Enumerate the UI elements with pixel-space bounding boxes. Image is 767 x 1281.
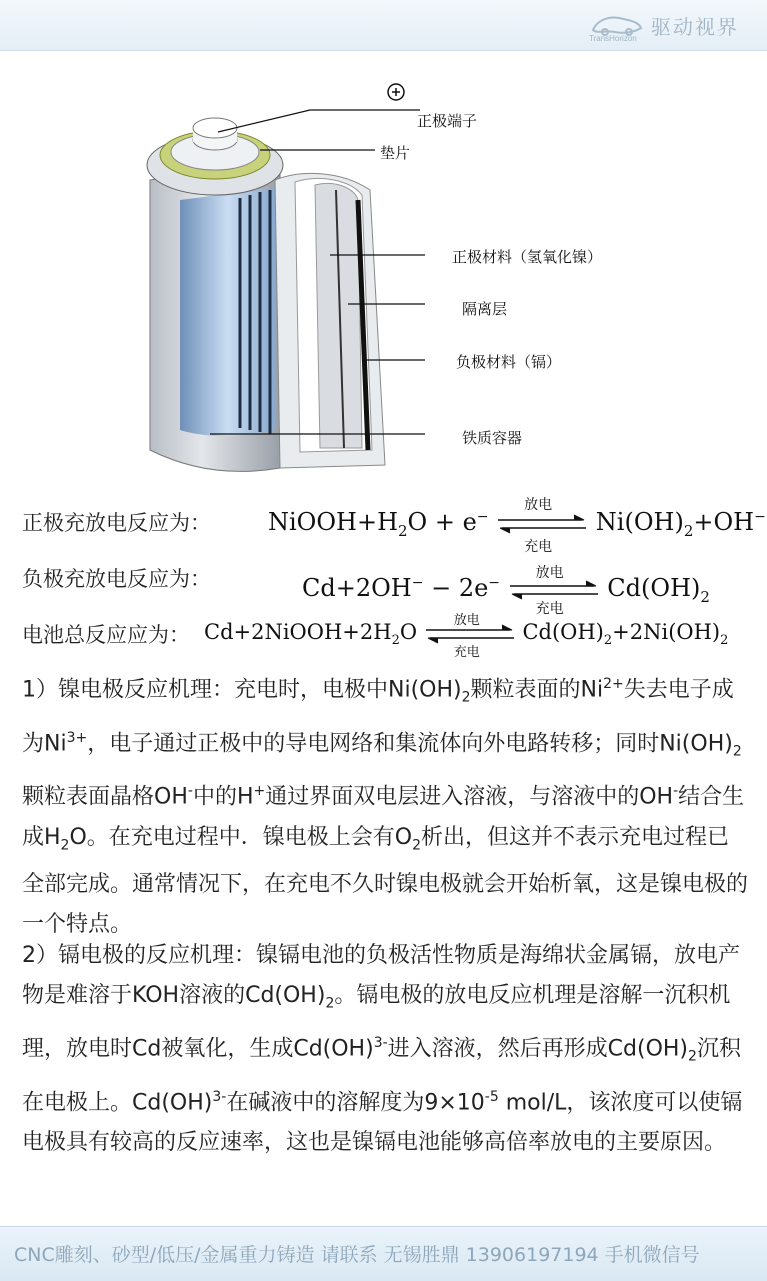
label-negative-material: 负极材料（镉） [456,353,562,371]
paragraph-nickel-electrode: 1）镍电极反应机理：充电时，电极中$Ni(OH)_2$颗粒表面的$Ni^{2+}$失去电子成为$Ni^{3+}$，电子通过正极中的导电网络和集流体向外电路转移；同时$Ni(OH)_2$颗粒表面晶格OH-中的H+通过界面双电层进入溶液，与溶液中的OH-结合生成$H_2O$。在充电过程中．镍电极上会有$O_2$析出，但这并不表示充电过程已全部完成。通常情况下，在充电不久时镍电极就会开始析氧，这是镍电极的一个特点。 [22,676,749,938]
negative-reaction-equation: Cd+2OH− − 2e− 放电 充电 $Cd(OH)_2$ [302,564,710,617]
label-positive-material: 正极材料（氢氧化镍） [452,248,603,266]
negative-reaction-title: 负极充放电反应为： [22,567,211,591]
header-bar [0,0,767,51]
total-reaction-title: 电池总反应应为： [22,623,190,647]
label-positive-terminal: 正极端子 [417,112,478,130]
label-separator: 隔离层 [462,300,508,318]
label-steel-can: 铁质容器 [462,429,523,447]
brand-name: 驱动视界 [651,14,739,39]
reversible-arrow-icon: 放电 充电 [508,576,600,604]
total-reaction-equation: $Cd+2NiOOH+2H_2O$ 放电 充电 $Cd(OH)_2+2Ni(OH)_2$ [204,612,729,660]
positive-reaction-title: 正极充放电反应为： [22,511,211,535]
battery-cutaway-diagram [100,70,660,480]
positive-reaction-equation: $NiOOH+H_2O + e^-$ 放电 充电 $Ni(OH)_2+OH^-$ [268,496,766,555]
footer-bar [0,1226,767,1281]
brand-logo [589,8,739,42]
paragraph-cadmium-electrode: 2）镉电极的反应机理：镍镉电池的负极活性物质是海绵状金属镉，放电产物是难溶于KOH溶液的$Cd(OH)_2$。镉电极的放电反应机理是溶解一沉积机理，放电时Cd被氧化，生成Cd(OH)$^{3-}$进入溶液，然后再形成$Cd(OH)_2$沉积在电极上。Cd(OH)$^{3-}$在碱液中的溶解度为$9\times 10^{-5}$ mol/L，该浓度可以使镉电极具有较高的反应速率，这也是镍镉电池能够高倍率放电的主要原因。 [22,943,743,1156]
reversible-arrow-icon: 放电 充电 [496,510,588,538]
reversible-arrow-icon: 放电 充电 [424,621,516,647]
battery-illustration [100,70,660,480]
label-gasket: 垫片 [380,144,411,162]
brand-subtitle: TransHorizon [589,34,637,43]
footer-contact-text: CNC雕刻、砂型/低压/金属重力铸造 请联系 无锡胜鼎 13906197194 手机微信号 [14,1244,700,1266]
